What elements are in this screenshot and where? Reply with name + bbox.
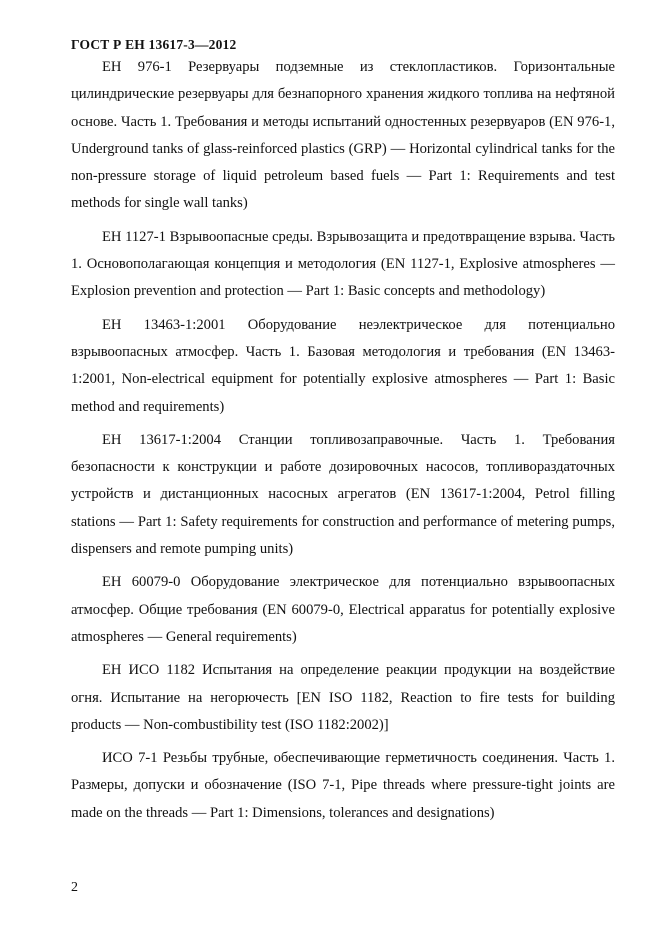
reference-en-iso-1182: ЕН ИСО 1182 Испытания на определение реакции продукции на воздействие огня. Испытание на негорючесть [EN ISO 1182, Reaction to fire tests for building products — Non-combustibility test (ISO 1182:2002)]: [71, 662, 615, 733]
reference-en-976-1: ЕН 976-1 Резервуары подземные из стеклопластиков. Горизонтальные цилиндрические резервуары для безнапорного хранения жидкого топлива на нефтяной основе. Часть 1. Требования и методы испытаний одностенных резервуаров (EN 976-1, Underground tanks of glass-reinforced plastics (GRP) — Horizontal cylindrical tanks for the non-pressure storage of liquid petroleum based fuels — Part 1: Requirements and test methods for single wall tanks): [71, 59, 615, 212]
reference-en-13617-1: ЕН 13617-1:2004 Станции топливозаправочные. Часть 1. Требования безопасности к конструкции и работе дозировочных насосов, топливораздаточных устройств и дистанционных насосных агрегатов (EN 13617-1:2004, Petrol filling stations — Part 1: Safety requirements for construction and performance of metering pumps, dispensers and remote pumping units): [71, 431, 615, 558]
references-list: [71, 54, 615, 833]
reference-en-60079-0: ЕН 60079-0 Оборудование электрическое для потенциально взрывоопасных атмосфер. Общие требования (EN 60079-0, Electrical apparatus for potentially explosive atmospheres — General requirements): [71, 574, 615, 645]
page-number: 2: [71, 880, 78, 895]
standard-header: ГОСТ Р ЕН 13617-3—2012: [71, 37, 237, 52]
reference-en-13463-1: ЕН 13463-1:2001 Оборудование неэлектрическое для потенциально взрывоопасных атмосфер. Часть 1. Базовая методология и требования (EN 13463-1:2001, Non-electrical equipment for potentially explosive atmospheres — Part 1: Basic method and requirements): [71, 316, 615, 415]
reference-en-1127-1: ЕН 1127-1 Взрывоопасные среды. Взрывозащита и предотвращение взрыва. Часть 1. Основополагающая концепция и методология (EN 1127-1, Explosive atmospheres — Explosion prevention and protection — Part 1: Basic concepts and methodology): [71, 228, 615, 300]
reference-iso-7-1: ИСО 7-1 Резьбы трубные, обеспечивающие герметичность соединения. Часть 1. Размеры, допуски и обозначение (ISO 7-1, Pipe threads where pressure-tight joints are made on the threads — Part 1: Dimensions, tolerances and designations): [71, 750, 615, 821]
